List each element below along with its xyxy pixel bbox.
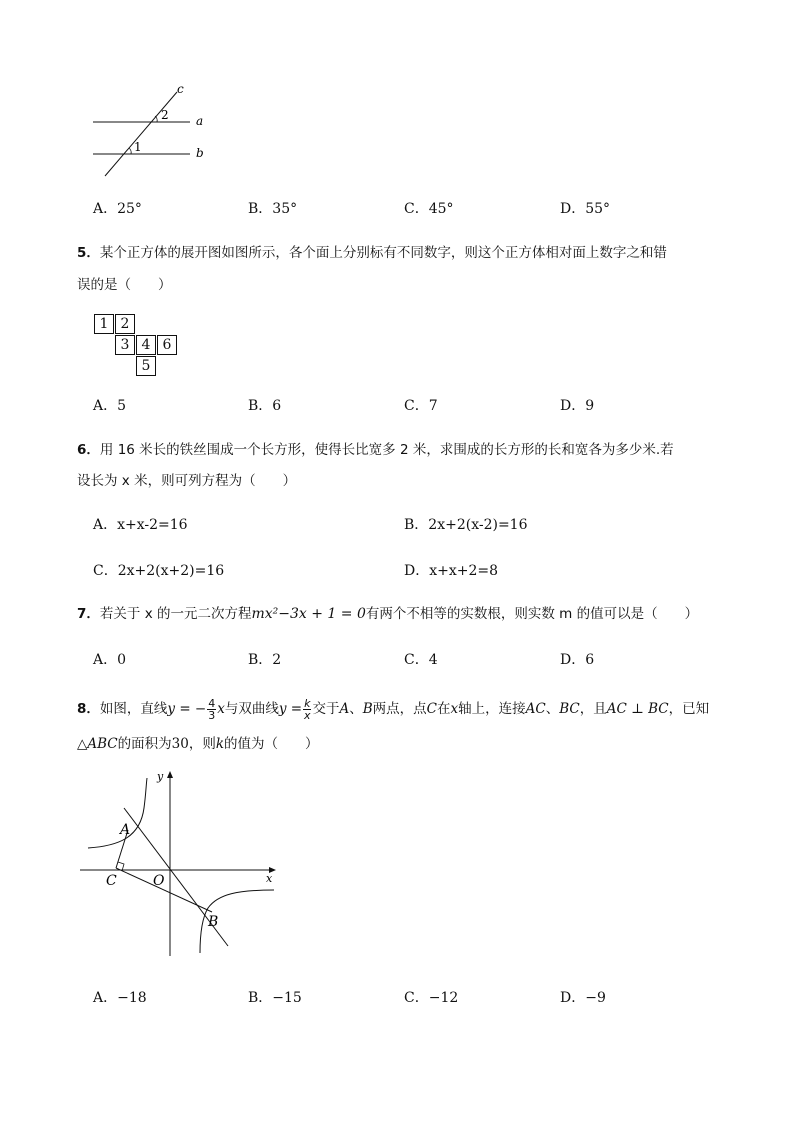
q5-stem-line1 [77,243,667,263]
angle-1-arc [129,148,131,154]
y-axis-arrow [167,771,173,778]
q8-eq1-lhs: y = − [167,701,207,717]
label-x: x [266,872,273,885]
label-angle-1: 1 [134,140,142,154]
q8-triangle: △ABC [77,736,118,752]
q8-point-a: A [339,701,350,717]
label-angle-2: 2 [161,108,169,122]
q8-option-a[interactable]: A．−18 [93,990,147,1006]
q8-eq1-var: x [217,701,225,717]
label-a: a [196,114,204,128]
q6-text-1: 用 16 米长的铁丝围成一个长方形，使得长比宽多 2 米，求围成的长方形的长和宽各为多少米.若 [99,442,674,458]
q8-option-d[interactable]: D．−9 [560,990,606,1006]
q8-perp: AC ⊥ BC [606,701,669,717]
q5-option-b[interactable]: B．6 [248,398,282,414]
q8-option-c[interactable]: C．−12 [404,990,459,1006]
q4-option-c[interactable]: C．45° [404,201,454,217]
q4-option-d[interactable]: D．55° [560,201,611,217]
q8-text-9: 的面积为 [117,736,172,752]
q6-number: 6． [77,442,100,458]
q8-eq1-numerator: 4 [208,696,216,710]
net-cell-3: 3 [115,335,135,355]
q7-option-a[interactable]: A．0 [93,652,127,668]
q7-option-d[interactable]: D．6 [560,652,595,668]
q8-option-b[interactable]: B．−15 [248,990,302,1006]
q5-option-c[interactable]: C．7 [404,398,438,414]
q8-eq2-lhs: y = [278,701,303,717]
q5-option-a[interactable]: A．5 [93,398,127,414]
q4-option-a[interactable]: A．25° [93,201,142,217]
q8-point-c: C [426,701,437,717]
net-cell-4: 4 [136,335,156,355]
q7-text-post: 有两个不相等的实数根，则实数 m 的值可以是（ ） [365,606,699,622]
net-cell-2: 2 [115,314,135,334]
net-cell-1: 1 [94,314,114,334]
q8-text-8: ，已知 [668,701,710,717]
q8-area: 30 [171,736,189,752]
q7-option-c[interactable]: C．4 [404,652,438,668]
q7-option-b[interactable]: B．2 [248,652,282,668]
q7-stem [77,604,698,624]
q6-option-a[interactable]: A．x+x-2=16 [93,517,188,533]
q8-k-var: k [215,736,225,752]
label-origin: O [153,873,165,889]
label-y: y [157,770,164,783]
q8-text-2: 与双曲线 [224,701,279,717]
q8-text-5: 在 [437,701,451,717]
q8-text-7: ，且 [579,701,607,717]
q6-option-b[interactable]: B．2x+2(x-2)=16 [404,517,528,533]
q8-text-1: 如图，直线 [99,701,168,717]
q8-point-b: B [362,701,373,717]
q4-option-b[interactable]: B．35° [248,201,298,217]
q8-seg-ac: AC [525,701,546,717]
q8-x-var: x [450,701,459,717]
q8-seg-bc: BC [559,701,580,717]
label-point-a: A [120,822,131,838]
q8-eq1-denominator: 3 [208,708,216,722]
q6-stem-line2: 设长为 x 米，则可列方程为（ ） [77,473,297,489]
hyperbola-figure [78,768,283,960]
q5-number: 5． [77,245,100,261]
net-cell-6: 6 [157,335,177,355]
hyperbola-upper-left [88,778,147,848]
label-b: b [196,146,204,160]
q7-number: 7． [77,606,100,622]
q8-eq2-fraction [303,698,311,721]
q8-eq1-fraction [207,698,216,721]
q8-text-4: 两点，点 [372,701,427,717]
q7-equation: mx²−3x + 1 = 0 [251,606,366,622]
label-c: c [177,82,184,96]
q5-option-d[interactable]: D．9 [560,398,595,414]
q8-sep-2: 、 [545,701,560,717]
q7-text-pre: 若关于 x 的一元二次方程 [99,606,252,622]
q8-eq2-denominator: x [304,708,311,722]
q8-text-10: ，则 [188,736,216,752]
parallel-lines-figure [85,80,225,180]
q8-sep-1: 、 [349,701,363,717]
label-point-b: B [208,914,219,930]
net-cell-5: 5 [136,356,156,376]
line-c [105,92,177,176]
q8-text-3: 交于 [312,701,340,717]
q6-option-d[interactable]: D．x+x+2=8 [404,563,499,579]
cube-net-figure [94,314,184,376]
q5-stem-line2: 误的是（ ） [77,277,172,293]
q8-eq2-numerator: k [304,696,311,710]
q6-option-c[interactable]: C．2x+2(x+2)=16 [93,563,225,579]
q5-text-1: 某个正方体的展开图如图所示，各个面上分别标有不同数字，则这个正方体相对面上数字之和错 [99,245,667,261]
q8-number: 8． [77,701,100,717]
q8-text-11: 的值为（ ） [224,736,319,752]
q6-stem-line1 [77,440,674,460]
q8-stem-line2 [77,734,319,754]
q8-text-6: 轴上，连接 [458,701,526,717]
q8-stem-line1 [77,694,709,724]
label-point-c: C [106,873,117,889]
